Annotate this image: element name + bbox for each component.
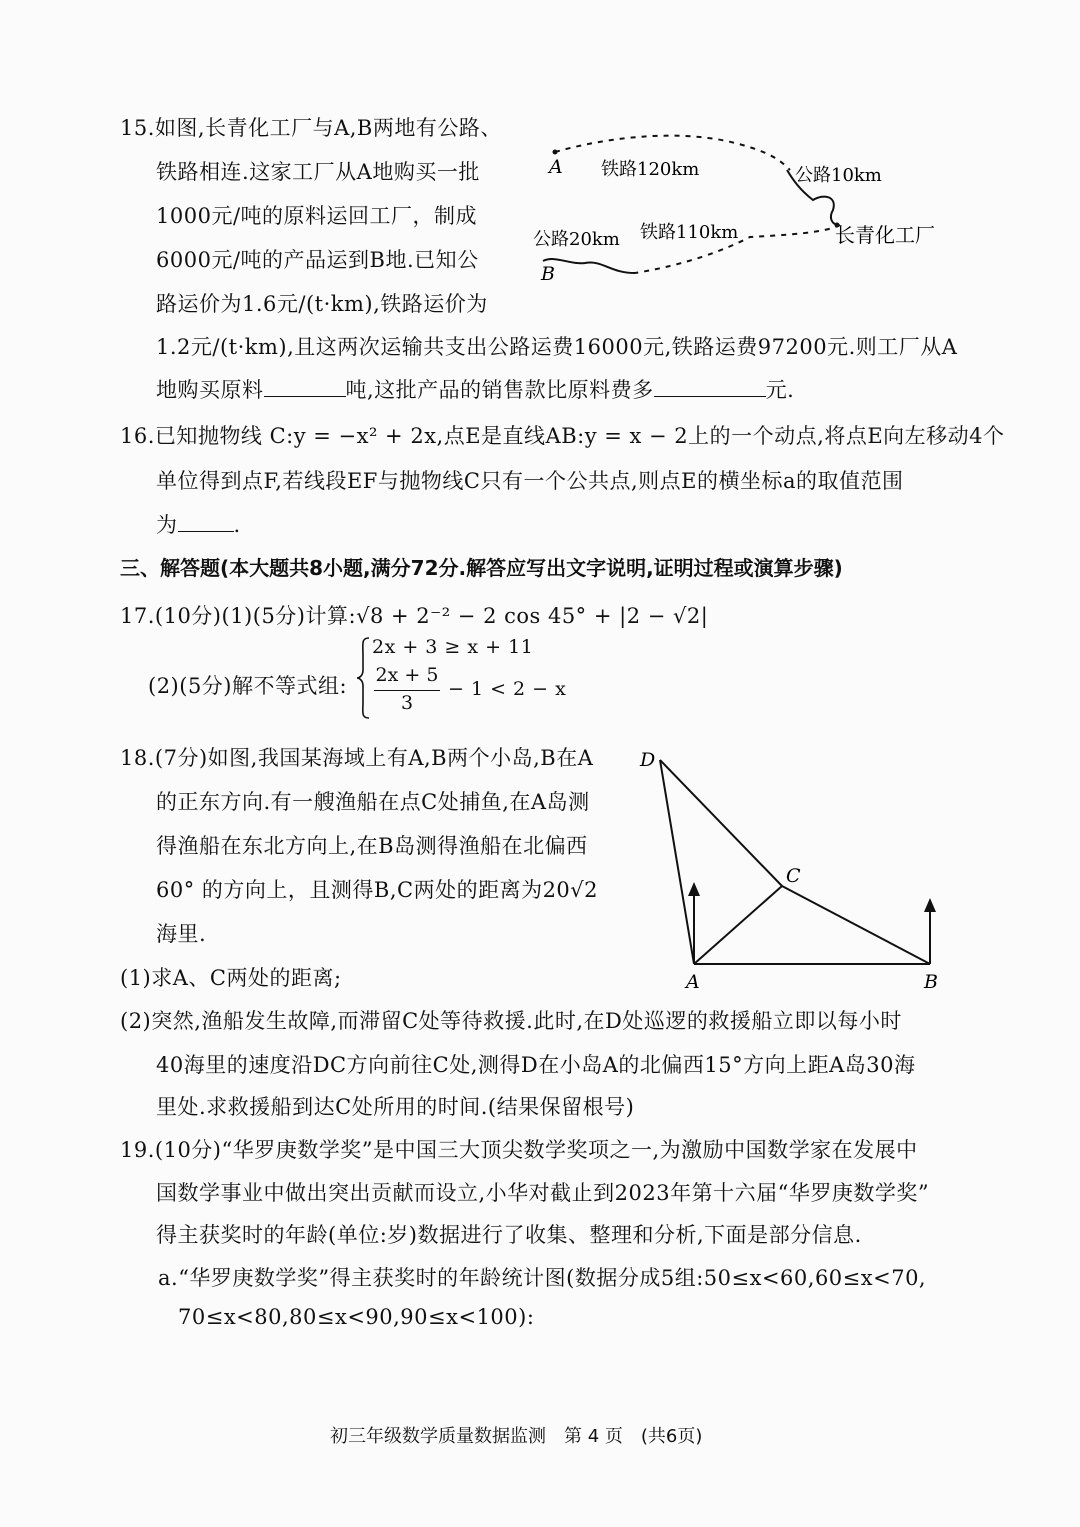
q16-line-3-text: 为 xyxy=(156,513,178,537)
q19-line-3: 得主获奖时的年龄(单位:岁)数据进行了收集、整理和分析,下面是部分信息. xyxy=(156,1223,862,1247)
label-b: B xyxy=(541,263,555,285)
label-b-point: B xyxy=(924,971,938,993)
q17-inequality-1: 2x + 3 ≥ x + 11 xyxy=(372,636,534,658)
q18-sub-2-line-1: (2)突然,渔船发生故障,而滞留C处等待救援.此时,在D处巡逻的救援船立即以每小时 xyxy=(120,1009,902,1033)
q16-line-1: 16.已知抛物线 C:y = −x² + 2x,点E是直线AB:y = x − 2上的一个动点,将点E向左移动4个 xyxy=(120,424,1005,448)
q15-last-a: 地购买原料 xyxy=(156,378,264,402)
point-a xyxy=(553,150,558,155)
q16-line-2: 单位得到点F,若线段EF与抛物线C只有一个公共点,则点E的横坐标a的取值范围 xyxy=(156,469,904,493)
q15-line-6: 1.2元/(t·km),且这两次运输共支出公路运费16000元,铁路运费97200元.则工厂从A xyxy=(156,335,958,359)
q18-sub-2-line-2: 40海里的速度沿DC方向前往C处,测得D在小岛A的北偏西15°方向上距A岛30海 xyxy=(156,1053,916,1077)
q18-line-5: 海里. xyxy=(156,922,207,946)
q15-blank-1[interactable] xyxy=(264,378,346,397)
north-arrowhead-a xyxy=(688,882,700,896)
q15-line-2: 铁路相连.这家工厂从A地购买一批 xyxy=(156,160,480,184)
label-c: C xyxy=(786,865,801,887)
q15-line-5: 路运价为1.6元/(t·km),铁路运价为 xyxy=(156,292,488,316)
q17-part-1: 17.(10分)(1)(5分)计算:√8 + 2⁻² − 2 cos 45° + |2 − √2| xyxy=(120,604,709,628)
segment-cb xyxy=(782,886,930,964)
label-d: D xyxy=(640,749,656,771)
q16-line-3-end: . xyxy=(233,513,241,537)
road-route-2 xyxy=(543,259,635,273)
q15-line-1: 15.如图,长青化工厂与A,B两地有公路、 xyxy=(120,116,502,140)
fraction-bar xyxy=(374,690,440,691)
q17-fraction-numerator: 2x + 5 xyxy=(375,664,439,686)
q18-sub-1: (1)求A、C两处的距离; xyxy=(120,966,342,990)
q19-line-1: 19.(10分)“华罗庚数学奖”是中国三大顶尖数学奖项之一,为激励中国数学家在发展中 xyxy=(120,1138,918,1162)
q16-line-3 xyxy=(156,509,241,539)
q17-inequality-2-rest: − 1 < 2 − x xyxy=(448,678,567,700)
q18-line-4: 60° 的方向上，且测得B,C两处的距离为20√2 xyxy=(156,878,599,902)
q15-last-b: 吨,这批产品的销售款比原料费多 xyxy=(345,378,654,402)
q15-line-4: 6000元/吨的产品运到B地.已知公 xyxy=(156,248,479,272)
label-road-2: 公路20km xyxy=(533,229,620,250)
label-factory: 长青化工厂 xyxy=(835,223,935,247)
label-road-1: 公路10km xyxy=(795,165,882,186)
label-rail-2: 铁路110km xyxy=(640,222,739,243)
q15-line-7 xyxy=(156,374,794,404)
q19-a-line-2: 70≤x<80,80≤x<90,90≤x<100): xyxy=(178,1305,535,1329)
q16-blank[interactable] xyxy=(178,513,234,532)
q18-line-2: 的正东方向.有一艘渔船在点C处捕鱼,在A岛测 xyxy=(156,790,590,814)
q19-a-line-1: a.“华罗庚数学奖”得主获奖时的年龄统计图(数据分成5组:50≤x<60,60≤x<70, xyxy=(158,1266,927,1290)
label-a: A xyxy=(549,156,563,178)
q18-line-1: 18.(7分)如图,我国某海域上有A,B两个小岛,B在A xyxy=(120,746,594,770)
section-3-heading: 三、解答题(本大题共8小题,满分72分.解答应写出文字说明,证明过程或演算步骤) xyxy=(120,556,843,580)
q15-route-diagram xyxy=(525,125,965,295)
q19-line-2: 国数学事业中做出突出贡献而设立,小华对截止到2023年第十六届“华罗庚数学奖” xyxy=(156,1181,930,1205)
q18-triangle-diagram xyxy=(630,740,950,1000)
q17-part-2-label: (2)(5分)解不等式组: xyxy=(148,674,348,698)
q18-sub-2-line-3: 里处.求救援船到达C处所用的时间.(结果保留根号) xyxy=(156,1095,635,1119)
q15-blank-2[interactable] xyxy=(654,378,766,397)
label-rail-1: 铁路120km xyxy=(601,159,700,180)
segment-ca xyxy=(694,886,782,964)
q15-last-c: 元. xyxy=(765,378,795,402)
north-arrowhead-b xyxy=(924,898,936,912)
label-a-point: A xyxy=(686,971,700,993)
q15-line-3: 1000元/吨的原料运回工厂，制成 xyxy=(156,204,478,228)
q17-fraction-denominator: 3 xyxy=(400,692,414,714)
page-footer: 初三年级数学质量数据监测 第 4 页 (共6页) xyxy=(330,1426,703,1447)
q18-line-3: 得渔船在东北方向上,在B岛测得渔船在北偏西 xyxy=(156,834,588,858)
